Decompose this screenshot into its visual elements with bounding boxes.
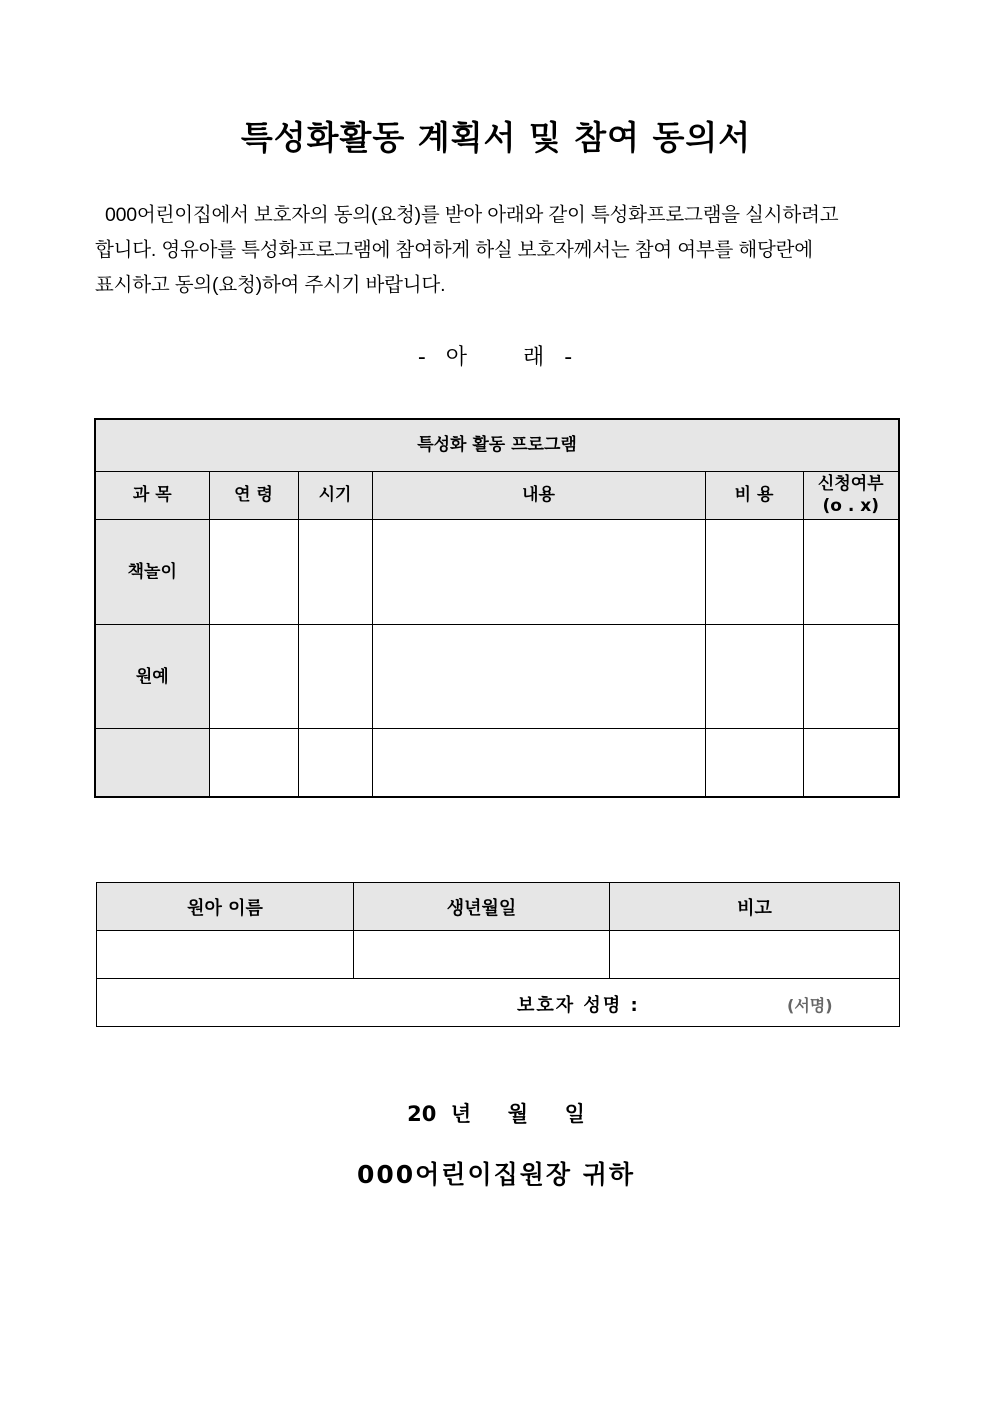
header-subject: 과 목 xyxy=(95,471,209,519)
date-line: 20 년 월 일 xyxy=(407,1102,585,1126)
program-table-caption: 특성화 활동 프로그램 xyxy=(95,419,899,471)
header-content: 내용 xyxy=(372,471,705,519)
cost-cell[interactable] xyxy=(705,729,803,797)
content-cell[interactable] xyxy=(372,729,705,797)
age-cell[interactable] xyxy=(209,625,298,729)
addressee: 000어린이집원장 귀하 xyxy=(356,1160,636,1189)
guardian-signature-row[interactable] xyxy=(97,979,900,1027)
period-cell[interactable] xyxy=(298,519,372,624)
guardian-name-label: 보호자 성명 : xyxy=(517,995,640,1016)
apply-cell[interactable] xyxy=(803,625,899,729)
cost-cell[interactable] xyxy=(705,625,803,729)
age-cell[interactable] xyxy=(209,729,298,797)
cost-cell[interactable] xyxy=(705,519,803,624)
header-apply xyxy=(803,471,899,519)
note-field[interactable] xyxy=(610,931,900,979)
program-table xyxy=(94,418,900,798)
age-cell[interactable] xyxy=(209,519,298,624)
header-apply-line-2: (o . x) xyxy=(822,496,879,517)
child-info-table xyxy=(96,882,900,1027)
intro-paragraph xyxy=(95,198,897,303)
apply-cell[interactable] xyxy=(803,519,899,624)
table-row xyxy=(95,519,899,624)
header-birth-date: 생년월일 xyxy=(354,883,610,931)
header-age: 연 령 xyxy=(209,471,298,519)
signature-mark: (서명) xyxy=(787,996,833,1015)
table-row xyxy=(95,729,899,797)
table-row xyxy=(95,625,899,729)
child-name-field[interactable] xyxy=(97,931,354,979)
header-cost: 비 용 xyxy=(705,471,803,519)
intro-line-3: 표시하고 동의(요청)하여 주시기 바랍니다. xyxy=(95,274,446,296)
birth-date-field[interactable] xyxy=(354,931,610,979)
subject-cell: 책놀이 xyxy=(95,519,209,624)
intro-line-1: 000어린이집에서 보호자의 동의(요청)를 받아 아래와 같이 특성화프로그램을 실시하려고 xyxy=(105,204,839,226)
header-note: 비고 xyxy=(610,883,900,931)
header-apply-line-1: 신청여부 xyxy=(817,474,884,495)
period-cell[interactable] xyxy=(298,729,372,797)
content-cell[interactable] xyxy=(372,625,705,729)
content-cell[interactable] xyxy=(372,519,705,624)
subject-cell: 원예 xyxy=(95,625,209,729)
document-title: 특성화활동 계획서 및 참여 동의서 xyxy=(240,118,752,157)
header-child-name: 원아 이름 xyxy=(97,883,354,931)
intro-line-2: 합니다. 영유아를 특성화프로그램에 참여하게 하실 보호자께서는 참여 여부를 해당란에 xyxy=(95,239,813,261)
apply-cell[interactable] xyxy=(803,729,899,797)
header-period: 시기 xyxy=(298,471,372,519)
below-heading: - 아 래 - xyxy=(417,345,575,370)
period-cell[interactable] xyxy=(298,625,372,729)
subject-cell xyxy=(95,729,209,797)
